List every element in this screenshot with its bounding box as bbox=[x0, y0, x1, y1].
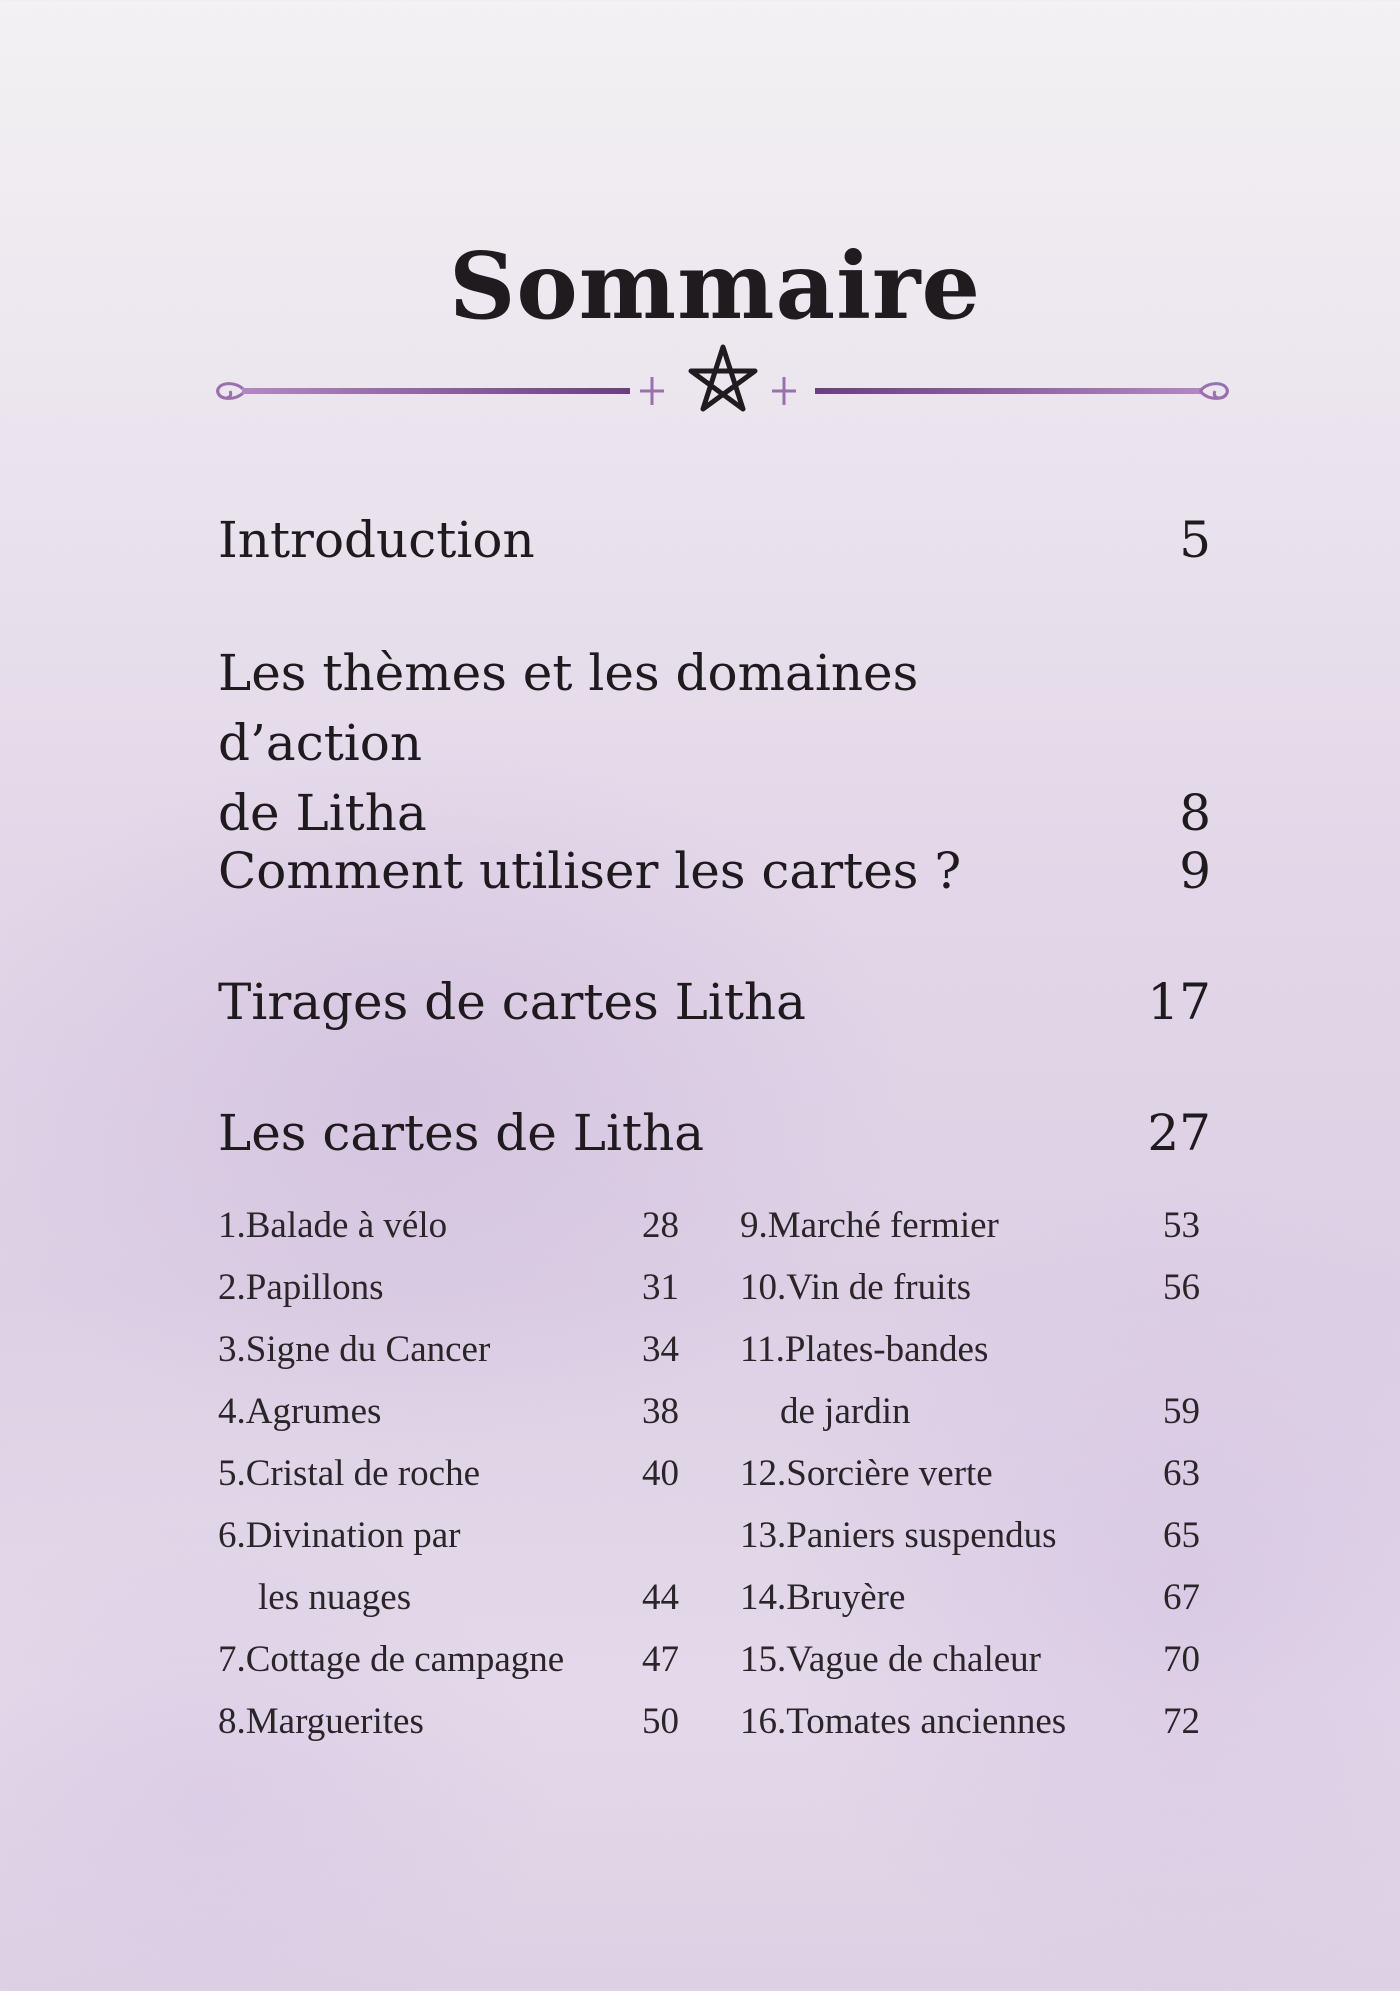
card-title: Divination par bbox=[245, 1515, 461, 1556]
card-page: 72 bbox=[1163, 1701, 1200, 1742]
card-title: Balade à vélo bbox=[245, 1205, 448, 1246]
card-title-cont: les nuages bbox=[258, 1577, 412, 1618]
card-number: 2. bbox=[218, 1267, 246, 1308]
toc-entry-page: 5 bbox=[1179, 511, 1211, 569]
card-page: 34 bbox=[642, 1329, 679, 1370]
page-title: Sommaire bbox=[448, 231, 982, 340]
card-title: Signe du Cancer bbox=[245, 1329, 491, 1370]
card-page: 47 bbox=[642, 1639, 679, 1680]
card-item[interactable] bbox=[740, 1629, 1200, 1691]
card-item[interactable] bbox=[218, 1195, 679, 1257]
toc-entry-tirages[interactable] bbox=[218, 967, 1211, 1037]
card-item[interactable] bbox=[740, 1443, 1200, 1505]
left-flourish bbox=[218, 384, 245, 399]
card-number: 15. bbox=[740, 1639, 787, 1680]
card-item[interactable] bbox=[218, 1629, 679, 1691]
card-list-left bbox=[218, 1195, 679, 1753]
card-number: 12. bbox=[740, 1453, 787, 1494]
card-title: Vague de chaleur bbox=[786, 1639, 1042, 1680]
card-title: Cristal de roche bbox=[245, 1453, 480, 1494]
left-rule-line bbox=[242, 388, 630, 394]
toc-entry-comment-utiliser[interactable] bbox=[218, 836, 1211, 906]
card-item[interactable] bbox=[218, 1257, 679, 1319]
card-page: 40 bbox=[642, 1453, 679, 1494]
card-page: 56 bbox=[1163, 1267, 1200, 1308]
card-number: 5. bbox=[218, 1453, 246, 1494]
card-number: 6. bbox=[218, 1515, 246, 1556]
card-title-cont: de jardin bbox=[780, 1391, 911, 1432]
card-number: 1. bbox=[218, 1205, 246, 1246]
card-number: 8. bbox=[218, 1701, 246, 1742]
card-page: 65 bbox=[1163, 1515, 1200, 1556]
card-title: Marché fermier bbox=[767, 1205, 999, 1246]
toc-entry-label-cont: de Litha bbox=[218, 784, 427, 842]
left-cross-icon bbox=[640, 377, 664, 405]
toc-entry-label: Les thèmes et les domaines d’action bbox=[218, 644, 919, 772]
card-number: 3. bbox=[218, 1329, 246, 1370]
card-item[interactable] bbox=[740, 1319, 1200, 1443]
card-number: 13. bbox=[740, 1515, 787, 1556]
title-ornament bbox=[200, 335, 1245, 415]
card-title: Bruyère bbox=[786, 1577, 906, 1618]
card-list-right bbox=[740, 1195, 1200, 1753]
card-page: 59 bbox=[1163, 1391, 1200, 1432]
card-item[interactable] bbox=[740, 1691, 1200, 1753]
card-page: 70 bbox=[1163, 1639, 1200, 1680]
card-item[interactable] bbox=[218, 1443, 679, 1505]
card-title: Agrumes bbox=[245, 1391, 382, 1432]
card-item[interactable] bbox=[218, 1691, 679, 1753]
toc-entry-introduction[interactable] bbox=[218, 505, 1211, 575]
card-number: 11. bbox=[740, 1329, 785, 1370]
card-number: 14. bbox=[740, 1577, 787, 1618]
card-title: Marguerites bbox=[245, 1701, 424, 1742]
toc-entry-label: Tirages de cartes Litha bbox=[218, 973, 806, 1031]
card-number: 7. bbox=[218, 1639, 246, 1680]
toc-entry-page: 27 bbox=[1147, 1104, 1211, 1162]
card-number: 9. bbox=[740, 1205, 768, 1246]
card-item[interactable] bbox=[740, 1195, 1200, 1257]
right-cross-icon bbox=[772, 377, 796, 405]
card-number: 4. bbox=[218, 1391, 246, 1432]
card-item[interactable] bbox=[218, 1319, 679, 1381]
card-number: 16. bbox=[740, 1701, 787, 1742]
toc-entry-page: 17 bbox=[1147, 973, 1211, 1031]
toc-entry-label: Comment utiliser les cartes ? bbox=[218, 842, 962, 900]
card-item[interactable] bbox=[218, 1505, 679, 1629]
toc-entry-page: 9 bbox=[1179, 842, 1211, 900]
card-item[interactable] bbox=[740, 1257, 1200, 1319]
card-title: Sorcière verte bbox=[786, 1453, 993, 1494]
card-title: Papillons bbox=[245, 1267, 384, 1308]
card-page: 53 bbox=[1163, 1205, 1200, 1246]
card-page: 67 bbox=[1163, 1577, 1200, 1618]
toc-entry-label: Introduction bbox=[218, 511, 535, 569]
card-title: Tomates anciennes bbox=[786, 1701, 1067, 1742]
card-title: Plates-bandes bbox=[784, 1329, 989, 1370]
card-item[interactable] bbox=[218, 1381, 679, 1443]
right-flourish bbox=[1200, 384, 1227, 399]
card-page: 31 bbox=[642, 1267, 679, 1308]
card-item[interactable] bbox=[740, 1505, 1200, 1567]
card-number: 10. bbox=[740, 1267, 787, 1308]
right-rule-line bbox=[815, 388, 1203, 394]
pentagram-icon bbox=[691, 347, 755, 413]
toc-entry-cartes[interactable] bbox=[218, 1098, 1211, 1168]
card-title: Paniers suspendus bbox=[786, 1515, 1057, 1556]
toc-entry-label: Les cartes de Litha bbox=[218, 1104, 705, 1162]
toc-entry-themes[interactable] bbox=[218, 638, 1211, 848]
card-page: 44 bbox=[642, 1577, 679, 1618]
card-page: 28 bbox=[642, 1205, 679, 1246]
card-page: 38 bbox=[642, 1391, 679, 1432]
toc-entry-page: 8 bbox=[1179, 784, 1211, 842]
card-title: Vin de fruits bbox=[786, 1267, 972, 1308]
card-item[interactable] bbox=[740, 1567, 1200, 1629]
card-title: Cottage de campagne bbox=[245, 1639, 565, 1680]
card-page: 50 bbox=[642, 1701, 679, 1742]
card-page: 63 bbox=[1163, 1453, 1200, 1494]
